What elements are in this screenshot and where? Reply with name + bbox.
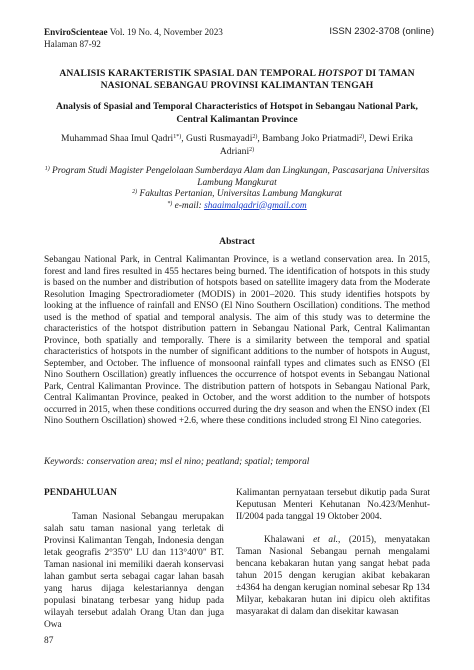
journal-name: EnviroScienteae xyxy=(44,27,108,37)
journal-issue: Vol. 19 No. 4, November 2023 xyxy=(107,27,223,37)
intro-paragraph-continued: Kalimantan pernyataan tersebut dikutip pada Surat Keputusan Menteri Kehutanan No.423/Menhut-II/2004 pada tanggal 19 Oktober 2004. xyxy=(236,488,430,522)
page-number: 87 xyxy=(44,636,54,646)
affiliation-1: $^{1)}$ Program Studi Magister Pengelolaan Sumberdaya Alam dan Lingkungan, Pascasarjana Universitas Lambung Mangkurat xyxy=(44,166,430,188)
affiliations xyxy=(44,166,430,212)
right-column xyxy=(236,487,430,618)
affiliation-2: $^{2)}$ Fakultas Pertanian, Universitas Lambung Mangkurat xyxy=(132,189,342,199)
corresponding-email: *) e-mail: shaaimalqadri@gmail.com xyxy=(167,200,307,211)
keywords: Keywords: conservation area; msl el nino; peatland; spatial; temporal xyxy=(44,457,310,467)
section-heading: PENDAHULUAN xyxy=(44,488,117,498)
author-list: Muhammad Shaa Imul Qadri$^{1*)}$, Gusti Rusmayadi$^{2)}$, Bambang Joko Priatmadi$^{2)}$, Dewi Erika Adriani$^{2)}$ xyxy=(61,133,413,157)
abstract-heading: Abstract xyxy=(219,236,255,247)
title-italic-word: HOTSPOT xyxy=(317,68,363,79)
intro-paragraph-2: Khalawani et al., (2015), menyatakan Taman Nasional Sebangau pernah mengalami bencana kebakaran hutan yang sangat hebat pada tahun 2015 dengan kerugian akibat kebakaran ±4364 ha dengan kerugian nominal sebesar Rp 134 Milyar, kebakaran hutan ini dipicu oleh aktifitas masyarakat di dalam dan disekitar kawasan xyxy=(236,535,430,617)
title-indonesian: ANALISIS KARAKTERISTIK SPASIAL DAN TEMPORAL HOTSPOT DI TAMAN NASIONAL SEBANGAU PROVINSI KALIMANTAN TENGAH xyxy=(59,68,415,91)
title-english: Analysis of Spasial and Temporal Characteristics of Hotspot in Sebangau National Park, Central Kalimantan Province xyxy=(56,101,418,125)
abstract-body: Sebangau National Park, in Central Kalimantan Province, is a wetland conservation area. In 2015, forest and land fires resulted in 455 hectares being burned. The identification of hotspots in this study is based on the number and distribution of hotspots based on satellite imagery data from the Moderate Resolution Imaging Spectroradiometer (MODIS) in 2001–2020. This study identifies hotspots by looking at the influence of rainfall and ENSO (El Nino Southern Oscillation) conditions. The method used is the method of spatial and temporal analysis. The aim of this study was to determine the characteristics of the hotspot distribution pattern in Sebangau National Park, Central Kalimantan Province, both spatially and temporally. There is a similarity between the temporal and spatial characteristics of hotspots in the number of significant additions to the number of hotspots in August, September, and October. The influence of monsoonal rainfall types and climates such as ENSO (El Nino Southern Oscillation) greatly influences the occurrence of hotspot events in Sebangau National Park, Central Kalimantan Province. The distribution pattern of hotspots in Sebangau National Park, Central Kalimantan Province, peaked in October, and the worst addition to the number of hotspots occurred in 2015, when these conditions occurred during the dry season and when the ENSO index (El Nino Southern Oscillation) showed +2.6, where these conditions included strong El Nino categories. xyxy=(44,255,430,426)
intro-paragraph-1: Taman Nasional Sebangau merupakan salah satu taman nasional yang terletak di Provinsi Kalimantan Tengah, Indonesia dengan letak geografis 2°35'0" LU dan 113°40'0" BT. Taman nasional ini memiliki daerah konservasi lahan gambut serta sebagai cagar lahan basah yang harus dijaga kelestariannya dengan populasi binatang terbesar yang hidup pada wilayah tersebut adalah Orang Utan dan juga Owa xyxy=(44,512,224,630)
left-column xyxy=(44,487,224,631)
page-range: Halaman 87-92 xyxy=(44,39,101,49)
journal-header xyxy=(44,26,223,50)
issn: ISSN 2302-3708 (online) xyxy=(329,26,434,37)
email-link[interactable]: shaaimalqadri@gmail.com xyxy=(204,200,307,211)
